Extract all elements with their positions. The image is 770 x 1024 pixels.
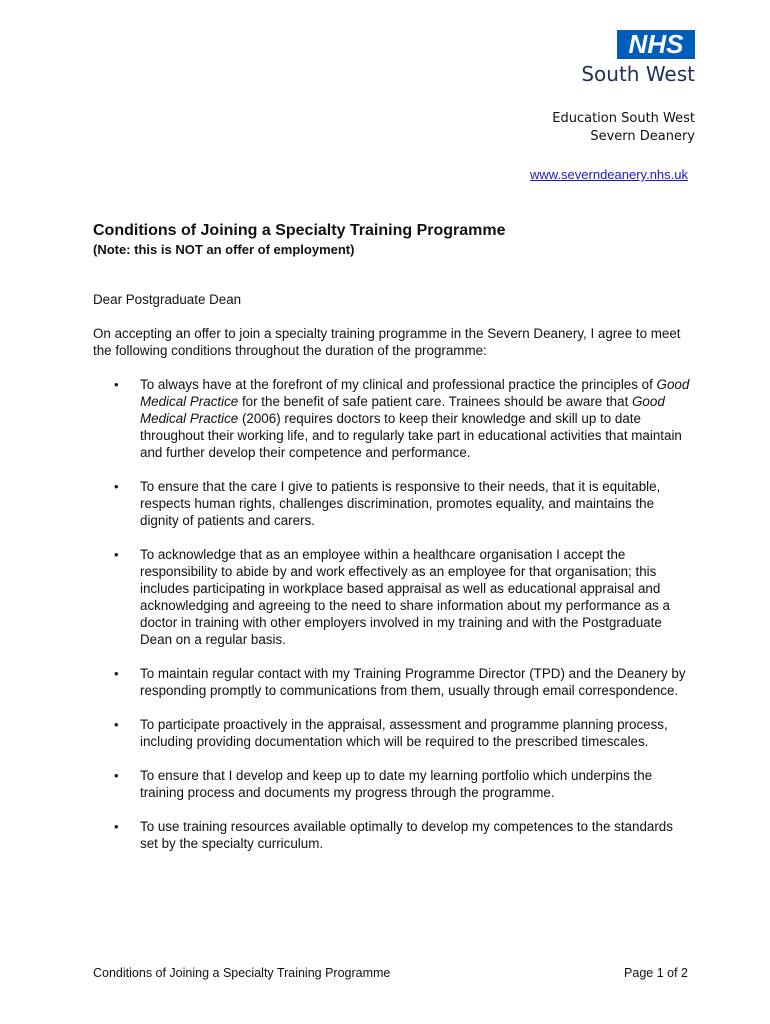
- bullet-icon: •: [114, 819, 119, 834]
- bullet-text: To ensure that I develop and keep up to date my learning portfolio which underpins the training process and documents my progress through the programme.: [140, 768, 653, 800]
- bullet-text-part: for the benefit of safe patient care. Trainees should be aware that: [238, 394, 633, 409]
- list-item: [93, 665, 693, 699]
- region-name: South West: [581, 62, 695, 86]
- list-item: [93, 376, 693, 461]
- bullet-text: To acknowledge that as an employee within a healthcare organisation I accept the responsibility to abide by and work effectively as an employee for that organisation; this includes participating in workplace based appraisal as well as educational appraisal and acknowledging and agreeing to the need to share information about my performance as a doctor in training with other employers involved in my training and with the Postgraduate Dean on a regular basis.: [140, 547, 671, 647]
- org-line-2: Severn Deanery: [590, 129, 695, 144]
- bullet-icon: •: [114, 768, 119, 783]
- bullet-text: To participate proactively in the appraisal, assessment and programme planning process, including providing documentation which will be required to the prescribed timescales.: [140, 717, 668, 749]
- bullet-text: To ensure that the care I give to patients is responsive to their needs, that it is equitable, respects human rights, challenges discrimination, promotes equality, and maintains the dignity of patients and carers.: [140, 479, 661, 528]
- organisation-block: [552, 110, 695, 146]
- emphasis-text: Good Medical Practice: [140, 377, 690, 409]
- page-number: Page 1 of 2: [624, 966, 688, 980]
- salutation: Dear Postgraduate Dean: [93, 292, 242, 307]
- list-item: [93, 818, 693, 852]
- list-item: [93, 716, 693, 750]
- bullet-icon: •: [114, 479, 119, 494]
- list-item: [93, 767, 693, 801]
- org-line-1: Education South West: [552, 111, 695, 126]
- bullet-icon: •: [114, 717, 119, 732]
- bullet-text: To maintain regular contact with my Training Programme Director (TPD) and the Deanery by responding promptly to communications from them, usually through email correspondence.: [140, 666, 686, 698]
- website-link[interactable]: www.severndeanery.nhs.uk: [529, 167, 688, 182]
- bullet-icon: •: [114, 547, 119, 562]
- bullet-icon: •: [114, 377, 119, 392]
- intro-paragraph: On accepting an offer to join a specialty training programme in the Severn Deanery, I agree to meet the following conditions throughout the duration of the programme:: [93, 326, 681, 358]
- bullet-text: To use training resources available optimally to develop my competences to the standards set by the specialty curriculum.: [140, 819, 673, 851]
- bullet-text-part: To always have at the forefront of my clinical and professional practice the principles of: [140, 377, 657, 392]
- footer-title: Conditions of Joining a Specialty Training Programme: [93, 966, 391, 980]
- emphasis-text: Good Medical Practice: [140, 394, 665, 426]
- list-item: [93, 478, 693, 529]
- document-title: Conditions of Joining a Specialty Training Programme: [93, 222, 506, 239]
- bullet-text-part: (2006) requires doctors to keep their knowledge and skill up to date throughout their working life, and to regularly take part in educational activities that maintain and further develop their competence and performance.: [140, 411, 682, 460]
- list-item: [93, 546, 693, 648]
- conditions-list: [93, 376, 693, 869]
- bullet-icon: •: [114, 666, 119, 681]
- nhs-logo: NHS: [617, 30, 695, 59]
- document-note: (Note: this is NOT an offer of employment): [93, 242, 355, 257]
